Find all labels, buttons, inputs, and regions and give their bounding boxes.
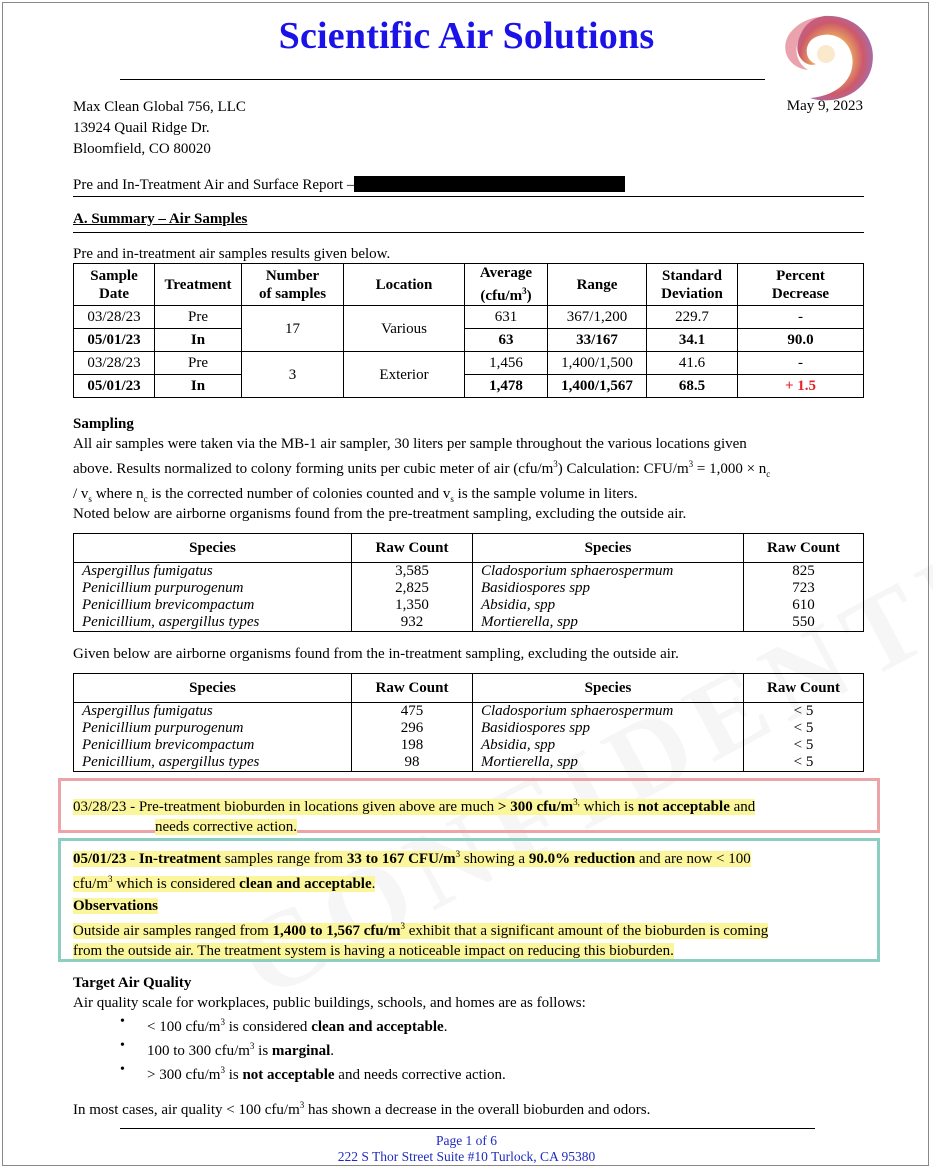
sampling-heading: Sampling (73, 416, 134, 432)
col-average: Average $(cfu/m^3)$ (465, 264, 548, 306)
text: ) Calculation: CFU/m (557, 461, 689, 477)
cell-treatment: In (155, 375, 242, 398)
observations-line-1 (73, 916, 868, 941)
table-row (74, 329, 864, 352)
cell-stddev: 34.1 (647, 329, 738, 352)
species-cell: Penicillium purpurogenum (74, 720, 352, 737)
count-cell: < 5 (744, 703, 864, 721)
text: Observations (73, 898, 159, 914)
cell-date: 03/28/23 (74, 352, 155, 375)
text: 05/01/23 - In-treatment samples range from 33 to 167 CFU/$m^3$ showing a 90.0% reduction and are now < 100 (73, 849, 751, 867)
header-rule (120, 79, 765, 80)
in-note (73, 844, 868, 894)
pre-species-table (73, 533, 864, 632)
count-cell: 723 (744, 580, 864, 597)
text: is the corrected number of colonies counted and v (147, 486, 451, 502)
observations-line-2 (73, 941, 868, 961)
cell-average: 631 (465, 306, 548, 329)
text: which is (579, 799, 638, 815)
cell-range: 1,400/1,567 (548, 375, 647, 398)
table-row (74, 597, 864, 614)
text: not acceptable (637, 799, 730, 815)
text: and are now < 100 (635, 851, 751, 867)
cell-decrease: - (738, 306, 864, 329)
cell-decrease: 90.0 (738, 329, 864, 352)
target-bullet-list (120, 1012, 506, 1084)
summary-header-row (74, 264, 864, 306)
text: is considered (224, 1019, 312, 1035)
text: samples range from (221, 851, 347, 867)
footer-address: 222 S Thor Street Suite #10 Turlock, CA 95380 (337, 1149, 596, 1164)
pre-note-line-2 (73, 817, 868, 837)
pre-note (73, 792, 868, 837)
species-cell: Penicillium, aspergillus types (74, 614, 352, 632)
count-cell: 610 (744, 597, 864, 614)
cell-decrease: - (738, 352, 864, 375)
text: needs corrective action. (155, 819, 298, 835)
report-title (73, 176, 625, 194)
redaction-bar (354, 176, 625, 192)
table-row (74, 352, 864, 375)
cell-samples: 3 (242, 352, 344, 398)
text: which is considered (112, 876, 240, 892)
text: cfu/m (73, 876, 108, 892)
text: 1,400 to 1,567 cfu/m (272, 923, 401, 939)
count-cell: 1,350 (352, 597, 473, 614)
col-species: Species (473, 674, 744, 703)
target-section (73, 973, 868, 1013)
text: < 100 cfu/m (147, 1019, 221, 1035)
client-name: Max Clean Global 756, LLC (73, 99, 246, 115)
text: where n (91, 486, 144, 502)
species-header-row (74, 674, 864, 703)
text: is (254, 1043, 272, 1059)
in-note-line-1 (73, 844, 868, 869)
client-city: Bloomfield, CO 80020 (73, 141, 211, 157)
species-cell: Basidiospores spp (473, 580, 744, 597)
cell-date: 05/01/23 (74, 375, 155, 398)
list-item: • < 100 cfu/$m^3$ is considered clean and acceptable. (120, 1012, 506, 1036)
sampling-line-3: / $v_s$ where $n_c$ is the corrected number of colonies counted and $v_s$ is the sample volume in liters. (73, 486, 638, 504)
col-raw-count: Raw Count (744, 534, 864, 563)
count-cell: 2,825 (352, 580, 473, 597)
text: . (371, 876, 376, 892)
col-range: Range (548, 264, 647, 306)
target-intro: Air quality scale for workplaces, public buildings, schools, and homes are as follows: (73, 995, 586, 1011)
col-raw-count: Raw Count (352, 534, 473, 563)
cell-average: 1,478 (465, 375, 548, 398)
client-street: 13924 Quail Ridge Dr. (73, 120, 210, 136)
count-cell: 198 (352, 737, 473, 754)
table-row (74, 754, 864, 772)
in-species-table (73, 673, 864, 772)
sampling-section (73, 414, 868, 509)
footer-rule (120, 1128, 815, 1129)
cell-range: 367/1,200 (548, 306, 647, 329)
text: exhibit that a significant amount of the bioburden is coming (404, 923, 769, 939)
cell-stddev: 41.6 (647, 352, 738, 375)
text: 05/01/23 - In-treatment (73, 851, 222, 867)
count-cell: 550 (744, 614, 864, 632)
species-cell: Penicillium brevicompactum (74, 597, 352, 614)
count-cell: < 5 (744, 754, 864, 772)
cell-stddev: 68.5 (647, 375, 738, 398)
cell-stddev: 229.7 (647, 306, 738, 329)
species-cell: Absidia, spp (473, 597, 744, 614)
cell-average: 63 (465, 329, 548, 352)
table-row (74, 375, 864, 398)
species-cell: Aspergillus fumigatus (74, 563, 352, 581)
text: not acceptable (242, 1067, 335, 1083)
section-a-rule (73, 232, 864, 233)
species-cell: Cladosporium sphaerospermum (473, 703, 744, 721)
col-percent-decrease: Percent Decrease (738, 264, 864, 306)
text: = 1,000 × n (693, 461, 767, 477)
col-species: Species (74, 534, 352, 563)
species-cell: Mortierella, spp (473, 754, 744, 772)
species-cell: Cladosporium sphaerospermum (473, 563, 744, 581)
count-cell: < 5 (744, 720, 864, 737)
col-raw-count: Raw Count (744, 674, 864, 703)
count-cell: 475 (352, 703, 473, 721)
text: clean and acceptable (239, 876, 372, 892)
summary-table (73, 263, 864, 398)
sampling-line-1: All air samples were taken via the MB-1 air sampler, 30 liters per sample throughout the various locations given (73, 436, 747, 452)
table-row (74, 580, 864, 597)
text: / v (73, 486, 89, 502)
col-sample-date: Sample Date (74, 264, 155, 306)
text: Outside air samples ranged from 1,400 to 1,567 cfu/$m^3$ exhibit that a significant amount of the bioburden is coming (73, 921, 769, 939)
col-treatment: Treatment (155, 264, 242, 306)
cell-location: Exterior (344, 352, 465, 398)
cell-date: 03/28/23 (74, 306, 155, 329)
report-date: May 9, 2023 (786, 98, 863, 114)
list-item: • > 300 cfu/$m^3$ is not acceptable and needs corrective action. (120, 1060, 506, 1084)
count-cell: 296 (352, 720, 473, 737)
col-species: Species (473, 534, 744, 563)
text: is the sample volume in liters. (453, 486, 638, 502)
species-cell: Penicillium purpurogenum (74, 580, 352, 597)
cell-average: 1,456 (465, 352, 548, 375)
count-cell: 825 (744, 563, 864, 581)
text: and needs corrective action. (334, 1067, 506, 1083)
observations-heading (73, 896, 868, 916)
cell-location: Various (344, 306, 465, 352)
text: cfu/$m^3$ which is considered clean and acceptable. (73, 874, 376, 892)
species-header-row (74, 534, 864, 563)
target-closing: In most cases, air quality < 100 cfu/$m^3$ has shown a decrease in the overall bioburden and odors. (73, 1100, 651, 1118)
species-cell: Basidiospores spp (473, 720, 744, 737)
text: clean and acceptable (311, 1019, 444, 1035)
text: > 300 cfu/m (147, 1067, 221, 1083)
text: marginal (271, 1043, 331, 1059)
table-row (74, 614, 864, 632)
observations (73, 896, 868, 961)
report-title-text: Pre and In-Treatment Air and Surface Report – (73, 177, 355, 193)
species-cell: Aspergillus fumigatus (74, 703, 352, 721)
cell-treatment: Pre (155, 352, 242, 375)
table-row (74, 720, 864, 737)
text: showing a (460, 851, 529, 867)
text: from the outside air. The treatment system is having a noticeable impact on reducing this bioburden. (73, 943, 674, 959)
target-heading: Target Air Quality (73, 975, 192, 991)
table-row (74, 737, 864, 754)
sampling-line-2: above. Results normalized to colony forming units per cubic meter of air $(cfu/m^3)$ Calculation: CFU/$m^3 = 1,000 \times n_c$ (73, 459, 771, 479)
in-caption: Given below are airborne organisms found from the in-treatment sampling, excluding the outside air. (73, 646, 679, 662)
text: is (224, 1067, 243, 1083)
species-cell: Absidia, spp (473, 737, 744, 754)
text: 90.0% reduction (528, 851, 636, 867)
company-title: Scientific Air Solutions (278, 15, 655, 57)
count-cell: 98 (352, 754, 473, 772)
text: 100 to 300 cfu/m (147, 1043, 250, 1059)
cell-date: 05/01/23 (74, 329, 155, 352)
client-address (73, 97, 246, 160)
text: Outside air samples ranged from (73, 923, 273, 939)
text: above. Results normalized to colony forming units per cubic meter of air (cfu/m (73, 461, 554, 477)
text: In most cases, air quality < 100 cfu/m (73, 1102, 300, 1118)
page-number: Page 1 of 6 (435, 1133, 498, 1148)
swirl-logo-icon (768, 8, 880, 108)
pre-caption: Noted below are airborne organisms found from the pre-treatment sampling, excluding the outside air. (73, 506, 687, 522)
text: 03/28/23 - Pre-treatment bioburden in locations given above are much (73, 799, 498, 815)
col-raw-count: Raw Count (352, 674, 473, 703)
text: and (729, 799, 756, 815)
in-note-line-2 (73, 869, 868, 894)
section-a-heading: A. Summary – Air Samples (73, 211, 248, 227)
report-title-rule (73, 196, 864, 197)
cell-samples: 17 (242, 306, 344, 352)
text: 03/28/23 - Pre-treatment bioburden in locations given above are much > 300 cfu/$m^{3,}$ which is not acceptable and (73, 797, 756, 815)
table-row (74, 563, 864, 581)
pre-note-line-1 (73, 792, 868, 817)
species-cell: Mortierella, spp (473, 614, 744, 632)
species-cell: Penicillium, aspergillus types (74, 754, 352, 772)
species-cell: Penicillium brevicompactum (74, 737, 352, 754)
col-number-samples: Number of samples (242, 264, 344, 306)
count-cell: < 5 (744, 737, 864, 754)
cell-treatment: In (155, 329, 242, 352)
cell-range: 33/167 (548, 329, 647, 352)
summary-caption: Pre and in-treatment air samples results given below. (73, 246, 391, 262)
count-cell: 932 (352, 614, 473, 632)
table-row (74, 703, 864, 721)
col-species: Species (74, 674, 352, 703)
table-row (74, 306, 864, 329)
cell-range: 1,400/1,500 (548, 352, 647, 375)
text: 33 to 167 CFU/m (346, 851, 456, 867)
cell-treatment: Pre (155, 306, 242, 329)
text: > 300 cfu/m (497, 799, 574, 815)
count-cell: 3,585 (352, 563, 473, 581)
col-stddev: Standard Deviation (647, 264, 738, 306)
text: has shown a decrease in the overall bioburden and odors. (304, 1102, 651, 1118)
list-item: • 100 to 300 cfu/$m^3$ is marginal. (120, 1036, 506, 1060)
cell-decrease: + 1.5 (738, 375, 864, 398)
col-location: Location (344, 264, 465, 306)
